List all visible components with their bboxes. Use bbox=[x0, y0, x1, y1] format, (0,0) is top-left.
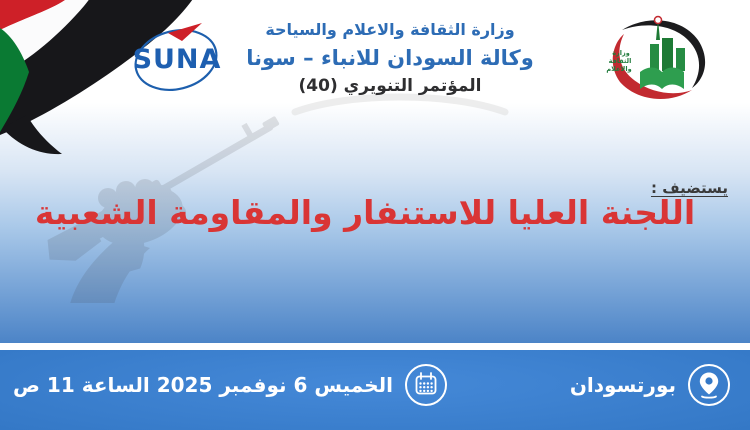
ministry-title: وزارة الثقافة والاعلام والسياحة bbox=[265, 20, 515, 39]
footer-date-group bbox=[13, 363, 448, 407]
guest-title: اللجنة العليا للاستنفار والمقاومة الشعبية bbox=[34, 193, 696, 232]
svg-text:والاعلام: والاعلام bbox=[606, 65, 632, 73]
calendar-icon bbox=[404, 363, 448, 407]
host-label: يستضيف : bbox=[650, 179, 728, 197]
footer-location-group bbox=[570, 363, 731, 407]
header-text-block bbox=[225, 18, 555, 100]
svg-text:الثقافة: الثقافة bbox=[608, 57, 632, 65]
event-location: بورتسودان bbox=[569, 373, 676, 397]
white-divider-line bbox=[0, 343, 750, 350]
conference-title: المؤتمر التنويري (40) bbox=[298, 76, 482, 97]
suna-logo-text: SUNA bbox=[132, 44, 222, 75]
ministry-logo bbox=[596, 14, 716, 109]
svg-text:وزارة: وزارة bbox=[612, 49, 630, 57]
agency-title: وكالة السودان للانباء – سونا bbox=[246, 45, 534, 70]
ministry-logo-small-text bbox=[606, 49, 631, 73]
suna-logo bbox=[118, 20, 236, 96]
event-datetime: الخميس 6 نوفمبر 2025 الساعة 11 ص bbox=[13, 373, 393, 397]
location-pin-icon bbox=[687, 363, 731, 407]
tower-beacon-icon bbox=[655, 17, 662, 24]
